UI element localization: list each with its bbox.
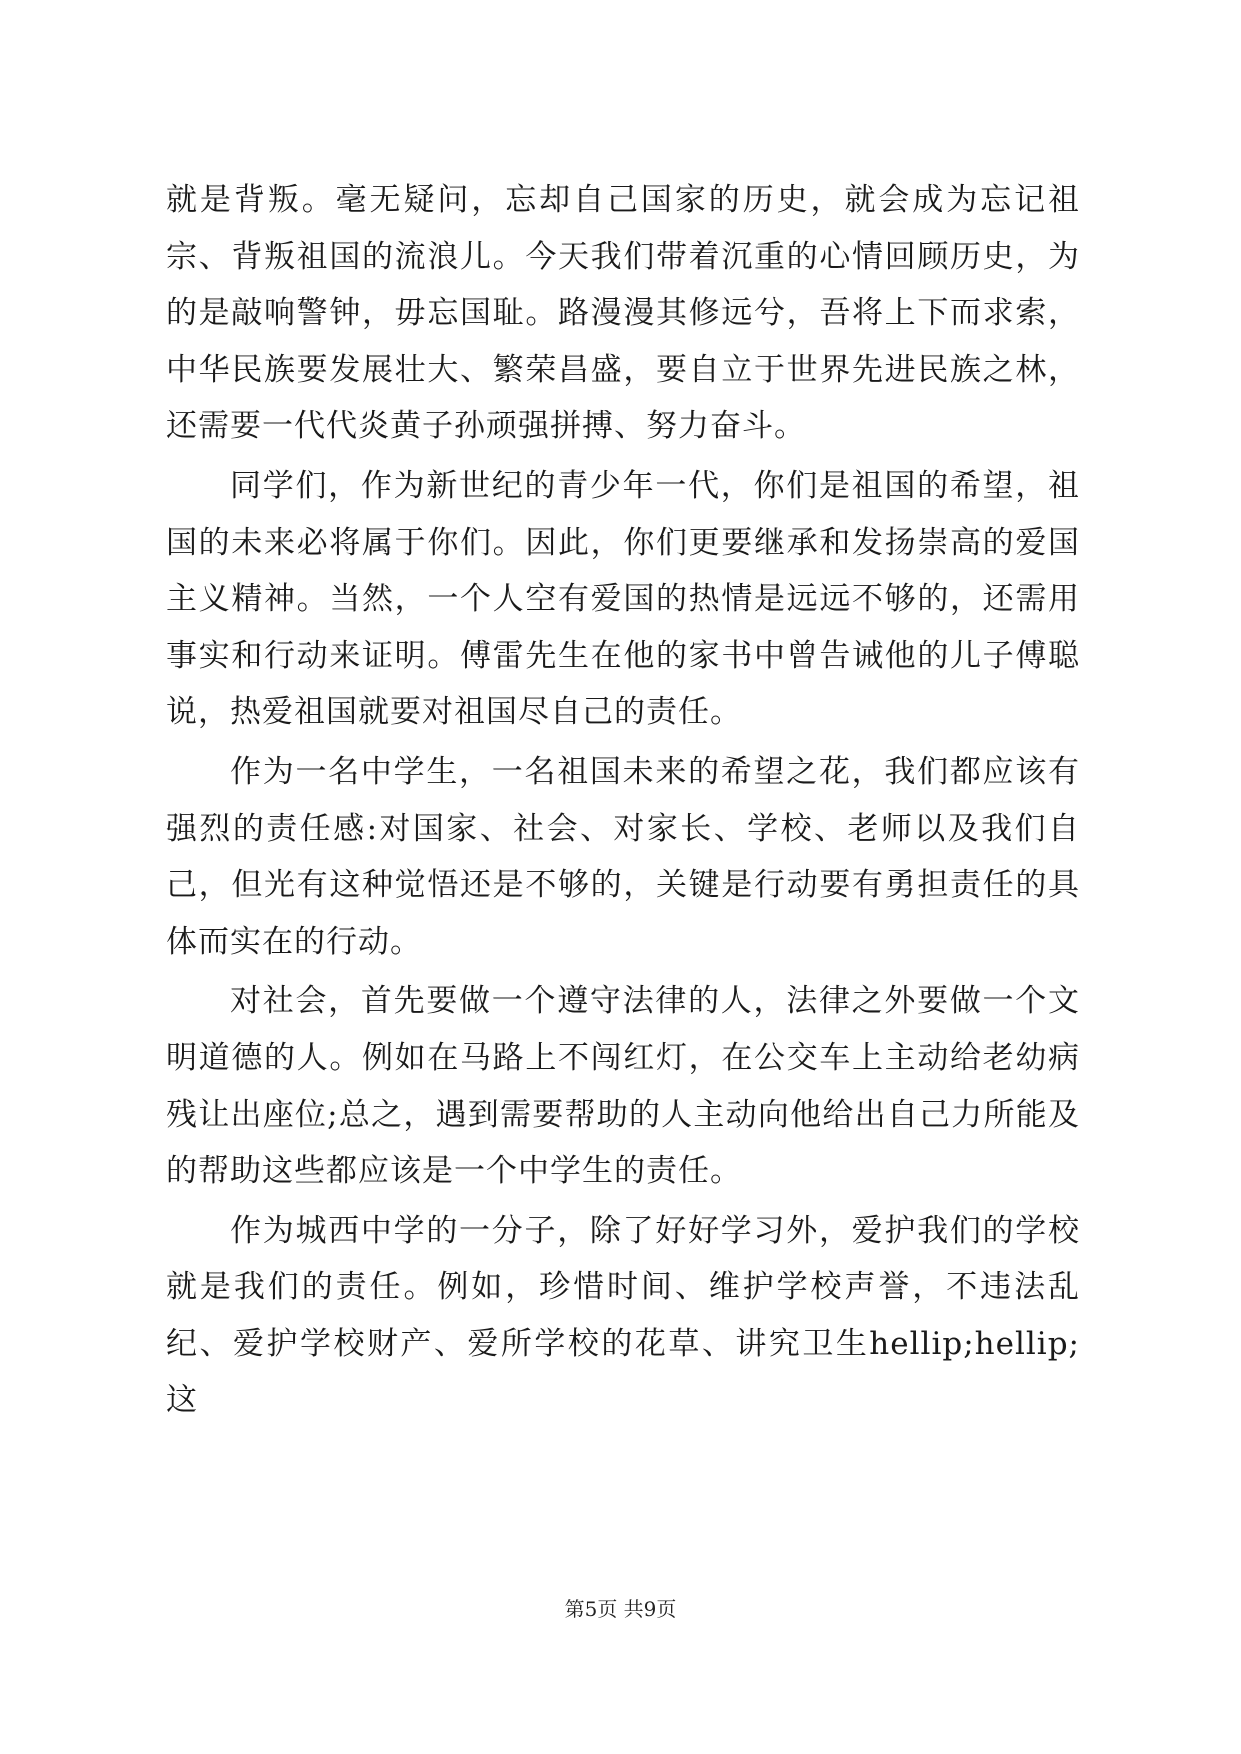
paragraph: 作为一名中学生，一名祖国未来的希望之花，我们都应该有强烈的责任感:对国家、社会、对家长、学校、老师以及我们自己，但光有这种觉悟还是不够的，关键是行动要有勇担责任的具体而实在的行动。 <box>166 753 1080 960</box>
paragraph: 作为城西中学的一分子，除了好好学习外，爱护我们的学校就是我们的责任。例如，珍惜时间、维护学校声誉，不违法乱纪、爱护学校财产、爱所学校的花草、讲究卫生hellip;hellip;这 <box>166 1212 1080 1419</box>
page-footer: 第5页 共9页 <box>564 1597 677 1621</box>
paragraph: 同学们，作为新世纪的青少年一代，你们是祖国的希望，祖国的未来必将属于你们。因此，你们更要继承和发扬崇高的爱国主义精神。当然，一个人空有爱国的热情是远远不够的，还需用事实和行动来证明。傅雷先生在他的家书中曾告诫他的儿子傅聪说，热爱祖国就要对祖国尽自己的责任。 <box>166 467 1080 731</box>
paragraph: 对社会，首先要做一个遵守法律的人，法律之外要做一个文明道德的人。例如在马路上不闯红灯，在公交车上主动给老幼病残让出座位;总之，遇到需要帮助的人主动向他给出自己力所能及的帮助这些都应该是一个中学生的责任。 <box>166 983 1080 1190</box>
paragraph: 就是背叛。毫无疑问，忘却自己国家的历史，就会成为忘记祖宗、背叛祖国的流浪儿。今天我们带着沉重的心情回顾历史，为的是敲响警钟，毋忘国耻。路漫漫其修远兮，吾将上下而求索，中华民族要发展壮大、繁荣昌盛，要自立于世界先进民族之林，还需要一代代炎黄子孙顽强拼搏、努力奋斗。 <box>166 182 1080 445</box>
body-text <box>166 172 1080 1432</box>
